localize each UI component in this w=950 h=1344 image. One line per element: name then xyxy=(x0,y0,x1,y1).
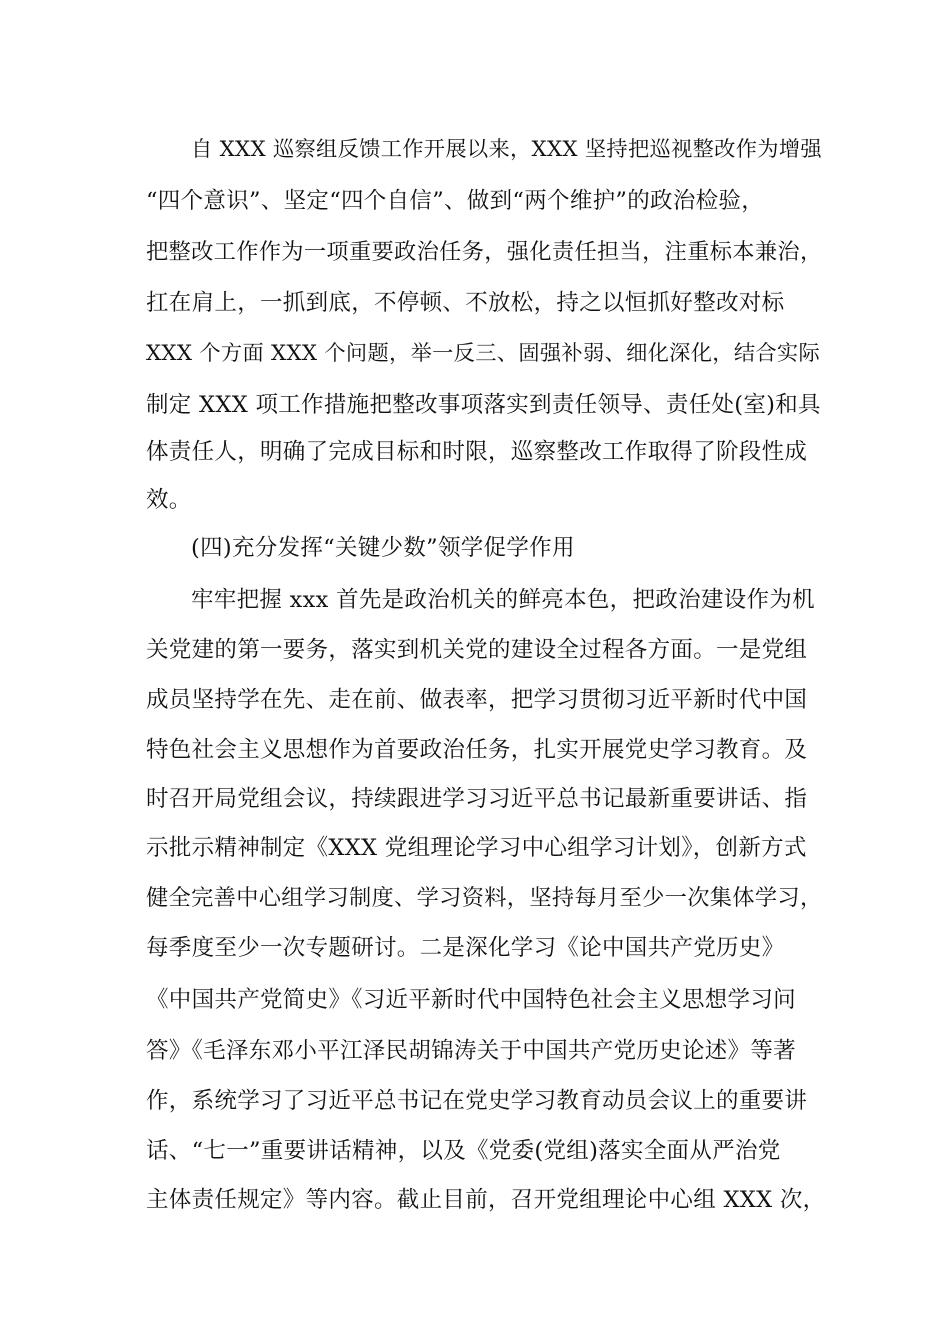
text-line: 示批示精神制定《XXX 党组理论学习中心组学习计划》，创新方式 xyxy=(146,835,807,861)
text-line: 成员坚持学在先、走在前、做表率，把学习贯彻习近平新时代中国 xyxy=(146,687,808,713)
text-line: “四个意识”、坚定“四个自信”、做到“两个维护”的政治检验， xyxy=(146,188,765,214)
text-line: XXX 个方面 XXX 个问题，举一反三、固强补弱、细化深化，结合实际 xyxy=(146,341,821,366)
text-line: 健全完善中心组学习制度、学习资料，坚持每月至少一次集体学习， xyxy=(146,885,823,911)
text-line: 每季度至少一次专题研讨。二是深化学习《论中国共产党历史》 xyxy=(146,935,785,961)
text-line: 牢牢把握 xxx 首先是政治机关的鲜亮本色，把政治建设作为机 xyxy=(191,587,815,613)
text-line: 制定 XXX 项工作措施把整改事项落实到责任领导、责任处(室)和具 xyxy=(146,392,821,418)
text-line: 体责任人，明确了完成目标和时限，巡察整改工作取得了阶段性成 xyxy=(146,439,808,465)
section-heading: (四)充分发挥“关键少数”领学促学作用 xyxy=(191,535,575,561)
text-line: 扛在肩上，一抓到底，不停顿、不放松，持之以恒抓好整改对标 xyxy=(146,290,785,316)
text-line: 特色社会主义思想作为首要政治任务，扎实开展党史学习教育。及 xyxy=(146,737,808,763)
text-line: 关党建的第一要务，落实到机关党的建设全过程各方面。一是党组 xyxy=(146,637,808,663)
text-line: 把整改工作作为一项重要政治任务，强化责任担当，注重标本兼治， xyxy=(146,239,823,265)
text-line: 话、“七一”重要讲话精神，以及《党委(党组)落实全面从严治党 xyxy=(146,1138,781,1164)
text-line: 主体责任规定》等内容。截止目前，召开党组理论中心组 XXX 次， xyxy=(146,1187,826,1213)
text-line: 答》《毛泽东邓小平江泽民胡锦涛关于中国共产党历史论述》等著 xyxy=(146,1038,796,1064)
text-line: 作，系统学习了习近平总书记在党史学习教育动员会议上的重要讲 xyxy=(146,1088,808,1114)
text-line: 时召开局党组会议，持续跟进学习习近平总书记最新重要讲话、指 xyxy=(146,786,808,812)
text-line: 效。 xyxy=(146,487,192,513)
text-line: 自 XXX 巡察组反馈工作开展以来，XXX 坚持把巡视整改作为增强 xyxy=(191,137,822,162)
text-line: 《中国共产党简史》《习近平新时代中国特色社会主义思想学习问 xyxy=(146,987,796,1013)
